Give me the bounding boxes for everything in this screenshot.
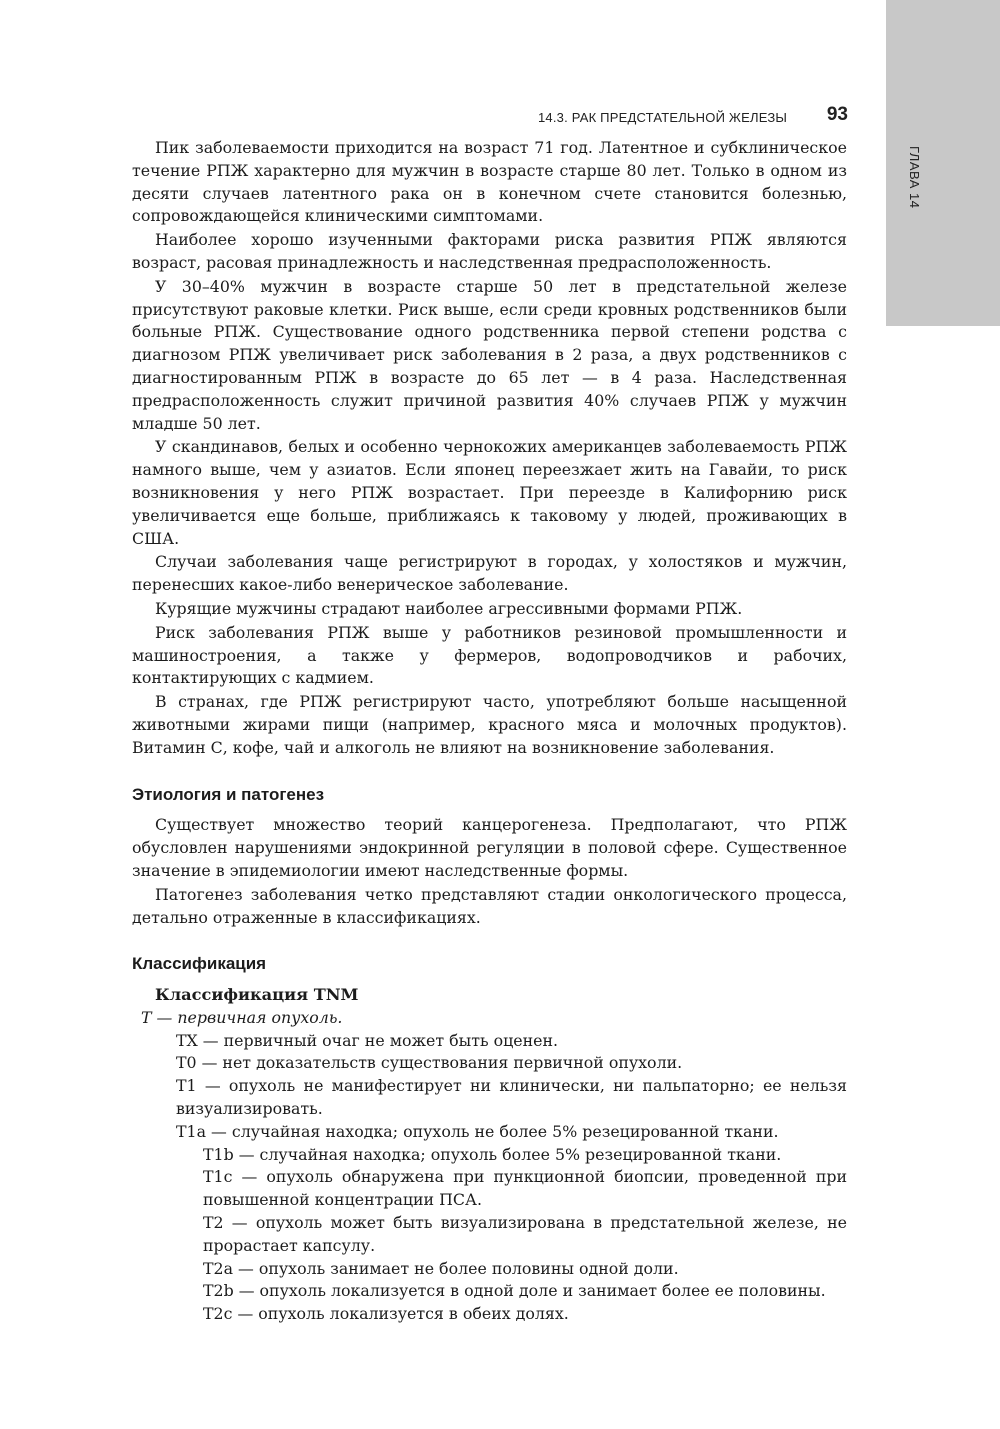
running-head	[478, 104, 848, 130]
paragraph: Существует множество теорий канцерогенеза. Предполагают, что РПЖ обусловлен нарушениями эндокринной регуляции в половой сфере. Существенное значение в эпидемиологии имеют наследственные формы.	[132, 815, 847, 880]
list-item: T2a — опухоль занимает не более половины одной доли.	[203, 1258, 679, 1278]
list-item: TX — первичный очаг не может быть оценен.	[176, 1030, 559, 1050]
t-caption: T — первичная опухоль.	[141, 1007, 343, 1027]
list-item: T2b — опухоль локализуется в одной доле и занимает более ее половины.	[203, 1281, 826, 1301]
classification-heading: Классификация	[132, 954, 267, 974]
paragraph: В странах, где РПЖ регистрируют часто, употребляют больше насыщенной животными жирами пищи (например, красного мяса и молочных продуктов). Витамин С, кофе, чай и алкоголь не влияют на возникновение заболевания.	[132, 692, 847, 757]
paragraph: Пик заболеваемости приходится на возраст 71 год. Латентное и субклиническое течение РПЖ характерно для мужчин в возрасте старше 80 лет. Только в одном из десяти случаев латентного рака он в конечном счете становится болезнью, сопровождающейся клиническими симптомами.	[132, 138, 847, 226]
list-item: T1a — случайная находка; опухоль не более 5% резецированной ткани.	[176, 1121, 779, 1141]
list-item: T0 — нет доказательств существования первичной опухоли.	[176, 1053, 683, 1073]
etiology-heading: Этиология и патогенез	[132, 784, 325, 804]
list-item: T1 — опухоль не манифестирует ни клинически, ни пальпаторно; ее нельзя визуализировать.	[176, 1076, 847, 1119]
paragraph: Наиболее хорошо изученными факторами риска развития РПЖ являются возраст, расовая принадлежность и наследственная предрасположенность.	[132, 230, 847, 272]
paragraph: Курящие мужчины страдают наиболее агрессивными формами РПЖ.	[155, 598, 743, 618]
tnm-subheading: Классификация TNM	[155, 985, 359, 1005]
page-number: 93	[826, 104, 848, 125]
list-item: T1c — опухоль обнаружена при пункционной биопсии, проведенной при повышенной концентрации ПСА.	[203, 1167, 847, 1210]
paragraph: Патогенез заболевания четко представляют стадии онкологического процесса, детально отраженные в классификациях.	[132, 884, 847, 927]
paragraph: У скандинавов, белых и особенно чернокожих американцев заболеваемость РПЖ намного выше, чем у азиатов. Если японец переезжает жить на Гавайи, то риск возникновения у него РПЖ возрастает. При переезде в Калифорнию риск увеличивается еще больше, приближаясь к таковому у людей, проживающих в США.	[132, 437, 847, 548]
paragraph: У 30–40% мужчин в возрасте старше 50 лет в предстательной железе присутствуют раковые клетки. Риск выше, если среди кровных родственников были больные РПЖ. Существование одного родственника первой степени родства с диагнозом РПЖ увеличивает риск заболевания в 2 раза, а двух родственников с диагностированным РПЖ в возрасте до 65 лет — в 4 раза. Наследственная предрасположенность служит причиной развития 40% случаев РПЖ у мужчин младше 50 лет.	[132, 276, 847, 433]
section-title: 14.3. РАК ПРЕДСТАТЕЛЬНОЙ ЖЕЛЕЗЫ	[538, 110, 788, 125]
paragraph: Случаи заболевания чаще регистрируют в городах, у холостяков и мужчин, перенесших какое-либо венерическое заболевание.	[132, 552, 847, 595]
list-item: T2 — опухоль может быть визуализирована в предстательной железе, не прорастает капсулу.	[203, 1213, 847, 1255]
chapter-tab-label: ГЛАВА 14	[907, 146, 922, 209]
list-item: T1b — случайная находка; опухоль более 5% резецированной ткани.	[203, 1144, 782, 1164]
paragraph: Риск заболевания РПЖ выше у работников резиновой промышленности и машиностроения, а также у фермеров, водопроводчиков и рабочих, контактирующих с кадмием.	[132, 622, 847, 688]
list-item: T2c — опухоль локализуется в обеих долях.	[203, 1304, 569, 1324]
body-text	[132, 137, 847, 1326]
